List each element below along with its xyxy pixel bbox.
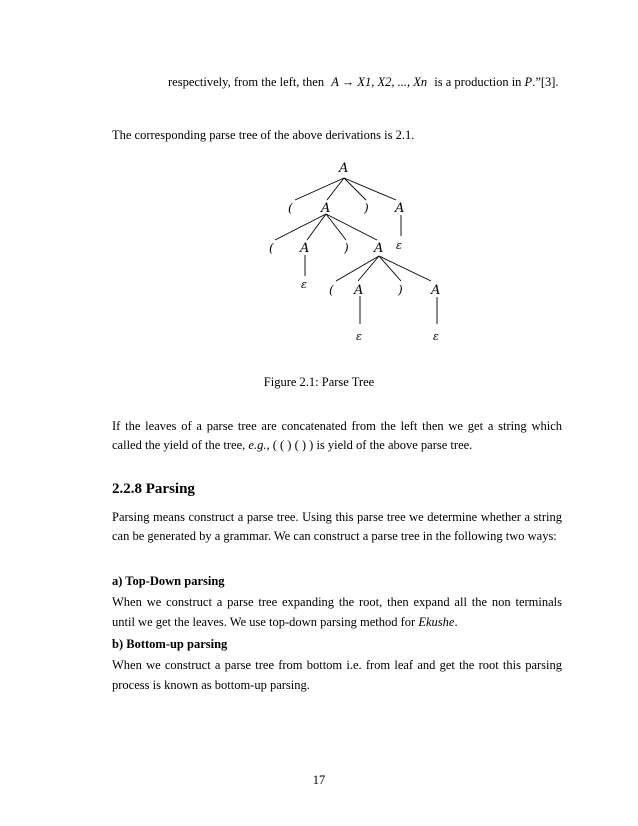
edge-root-A-right [344,178,396,200]
tree-node-A: A [395,201,405,216]
tree-node-A: A [354,283,364,298]
tree-node-rparen: ) [398,283,403,297]
edge-A2-lparen [336,256,379,281]
edge-A2-A [358,256,379,281]
tree-node-rparen: ) [364,201,369,215]
ekushe-name: Ekushe [418,615,455,629]
edge-root-rparen [344,178,366,200]
tree-node-epsilon: ε [396,239,402,252]
page-number: 17 [312,773,326,787]
production-set: P [524,75,533,89]
yield-paragraph-line1: If the leaves of a parse tree are concatenated from the left then we get a string which [112,419,562,433]
tree-node-lparen: ( [269,241,274,255]
tree-node-A: A [374,241,384,256]
figure-caption: Figure 2.1: Parse Tree [263,375,375,389]
edge-A-lparen [275,214,326,240]
tree-node-epsilon: ε [356,330,362,343]
tree-node-lparen: ( [288,201,293,215]
yield-line2-pre: called the yield of the tree, [112,438,246,452]
tree-node-A: A [431,283,441,298]
parsing-paragraph-line1: Parsing means construct a parse tree. Using this parse tree we determine whether a string [112,510,562,524]
edge-A-A-right [326,214,377,240]
bottom-up-heading: b) Bottom-up parsing [112,637,228,651]
section-heading: 2.2.8 Parsing [112,481,195,497]
top-down-line2-pre: until we get the leaves. We use top-down parsing method for [112,615,416,629]
parse-tree-figure [255,150,455,350]
yield-line2-eg: e.g. [248,438,267,452]
edge-root-A [327,178,344,200]
yield-line2-post: , ( ( ) ( ) ) is yield of the above parse tree. [266,438,473,452]
edge-root-lparen [295,178,344,200]
edge-A-rparen [326,214,346,240]
edge-A2-A-right [379,256,431,281]
tree-node-lparen: ( [329,283,334,297]
top-line-mid: is a production in [434,75,522,89]
edge-A2-rparen [379,256,401,281]
top-down-line1: When we construct a parse tree expanding the root, then expand all the non terminals [112,595,562,609]
bottom-up-line2: process is known as bottom-up parsing. [112,678,310,692]
tree-node-root: A [339,161,349,176]
tree-node-A: A [300,241,310,256]
parsing-paragraph-line2: can be generated by a grammar. We can construct a parse tree in the following two ways: [112,529,557,543]
top-line-pre: respectively, from the left, then [168,75,325,89]
edge-A-A [307,214,326,240]
paragraph-derivations: The corresponding parse tree of the above derivations is 2.1. [112,128,415,142]
top-down-line2-post: . [454,615,458,629]
yield-paragraph-line2 [112,437,472,453]
bottom-up-line1: When we construct a parse tree from bottom i.e. from leaf and get the root this parsing [112,658,562,672]
top-line-post: .”[3]. [532,75,559,89]
tree-node-epsilon: ε [433,330,439,343]
tree-node-epsilon: ε [301,278,307,291]
tree-node-rparen: ) [344,241,349,255]
production-formula: A → X1, X2, ..., Xn [331,75,428,89]
tree-node-A: A [321,201,331,216]
top-down-heading: a) Top-Down parsing [112,574,225,588]
top-line [168,74,559,90]
top-down-line2 [112,614,458,630]
